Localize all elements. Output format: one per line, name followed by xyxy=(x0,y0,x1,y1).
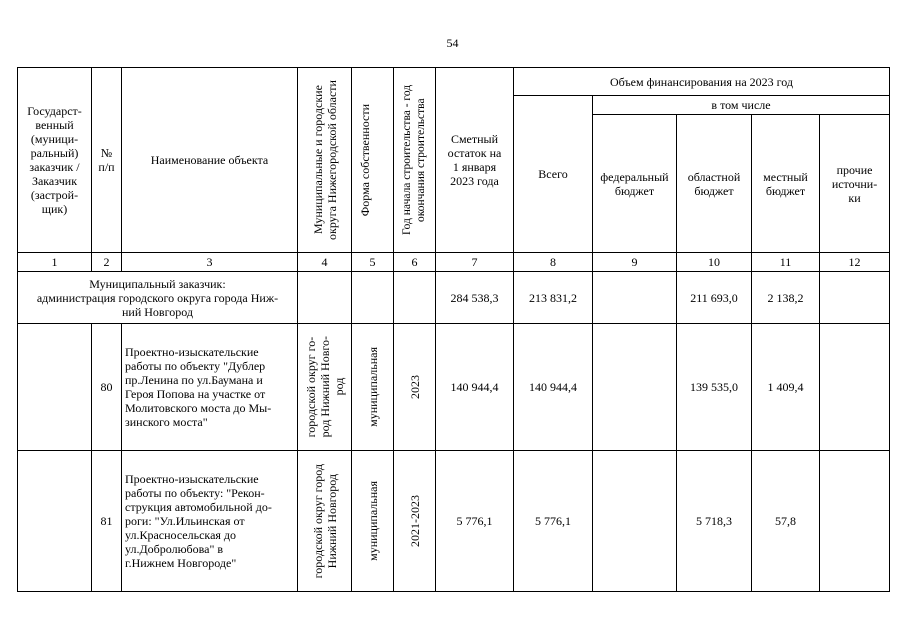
column-number: 12 xyxy=(820,253,890,272)
header-object-name: Наименование объекта xyxy=(122,68,298,253)
row-total: 5 776,1 xyxy=(514,451,593,592)
financing-table xyxy=(17,67,890,592)
customer-ownership xyxy=(352,272,394,324)
header-including: в том числе xyxy=(593,96,890,115)
row-total: 140 944,4 xyxy=(514,324,593,451)
row-municipality-text: городской округ город Нижний Новгород xyxy=(310,463,339,579)
row-local: 1 409,4 xyxy=(752,324,820,451)
row-object-name: Проектно-изыскательские работы по объекту "Дублер пр.Ленина по ул.Баумана и Героя Попова на участке от Молитовского моста до Мы- зинского моста" xyxy=(122,324,298,451)
customer-years xyxy=(394,272,436,324)
column-number: 2 xyxy=(92,253,122,272)
header-num: № п/п xyxy=(92,68,122,253)
customer-balance: 284 538,3 xyxy=(436,272,514,324)
header-municipalities xyxy=(298,68,352,253)
column-number: 5 xyxy=(352,253,394,272)
row-customer xyxy=(18,451,92,592)
column-number: 3 xyxy=(122,253,298,272)
column-number: 7 xyxy=(436,253,514,272)
customer-label: Муниципальный заказчик: администрация городского округа города Ниж- ний Новгород xyxy=(18,272,298,324)
customer-total: 213 831,2 xyxy=(514,272,593,324)
header-other: прочие источни- ки xyxy=(820,115,890,253)
table-row xyxy=(18,451,890,592)
row-municipality-text: городской округ го- род Нижний Новго- род xyxy=(303,336,346,438)
row-municipality xyxy=(298,324,352,451)
row-regional: 5 718,3 xyxy=(677,451,752,592)
customer-row xyxy=(18,272,890,324)
row-balance: 140 944,4 xyxy=(436,324,514,451)
header-years xyxy=(394,68,436,253)
customer-other xyxy=(820,272,890,324)
header-years-text: Год начала строительства - год окончания строительства xyxy=(400,84,427,236)
header-ownership-text: Форма собственности xyxy=(357,103,372,217)
row-other xyxy=(820,324,890,451)
row-other xyxy=(820,451,890,592)
customer-local: 2 138,2 xyxy=(752,272,820,324)
header-customer: Государст- венный (муници- pальный) заказчик / Заказчик (застрой- щик) xyxy=(18,68,92,253)
header-local: местный бюджет xyxy=(752,115,820,253)
header-regional: областной бюджет xyxy=(677,115,752,253)
row-years-text: 2023 xyxy=(407,375,422,399)
row-federal xyxy=(593,324,677,451)
row-years xyxy=(394,451,436,592)
row-regional: 139 535,0 xyxy=(677,324,752,451)
row-years xyxy=(394,324,436,451)
row-num: 81 xyxy=(92,451,122,592)
row-local: 57,8 xyxy=(752,451,820,592)
row-balance: 5 776,1 xyxy=(436,451,514,592)
column-number: 8 xyxy=(514,253,593,272)
column-number: 6 xyxy=(394,253,436,272)
row-object-name: Проектно-изыскательские работы по объекту: "Рекон- струкция автомобильной до- роги: "Ул.Ильинская от ул.Красносельская до ул.Добролюбова" в г.Нижнем Новгороде" xyxy=(122,451,298,592)
column-number: 11 xyxy=(752,253,820,272)
table-row xyxy=(18,324,890,451)
row-ownership xyxy=(352,324,394,451)
customer-regional: 211 693,0 xyxy=(677,272,752,324)
row-federal xyxy=(593,451,677,592)
row-num: 80 xyxy=(92,324,122,451)
column-number: 1 xyxy=(18,253,92,272)
row-ownership xyxy=(352,451,394,592)
customer-federal xyxy=(593,272,677,324)
customer-municipality xyxy=(298,272,352,324)
header-balance: Сметный остаток на 1 января 2023 года xyxy=(436,68,514,253)
column-number: 4 xyxy=(298,253,352,272)
row-municipality xyxy=(298,451,352,592)
page-number: 54 xyxy=(446,36,459,50)
column-number: 9 xyxy=(593,253,677,272)
row-ownership-text: муниципальная xyxy=(365,347,380,427)
row-customer xyxy=(18,324,92,451)
header-ownership xyxy=(352,68,394,253)
header-federal: федеральный бюджет xyxy=(593,115,677,253)
row-years-text: 2021-2023 xyxy=(407,495,422,547)
row-ownership-text: муниципальная xyxy=(365,481,380,561)
header-municipalities-text: Муниципальные и городские округа Нижегородской области xyxy=(310,80,339,240)
column-number-row xyxy=(18,253,890,272)
header-financing: Объем финансирования на 2023 год xyxy=(514,68,890,96)
header-total: Всего xyxy=(514,96,593,253)
column-number: 10 xyxy=(677,253,752,272)
